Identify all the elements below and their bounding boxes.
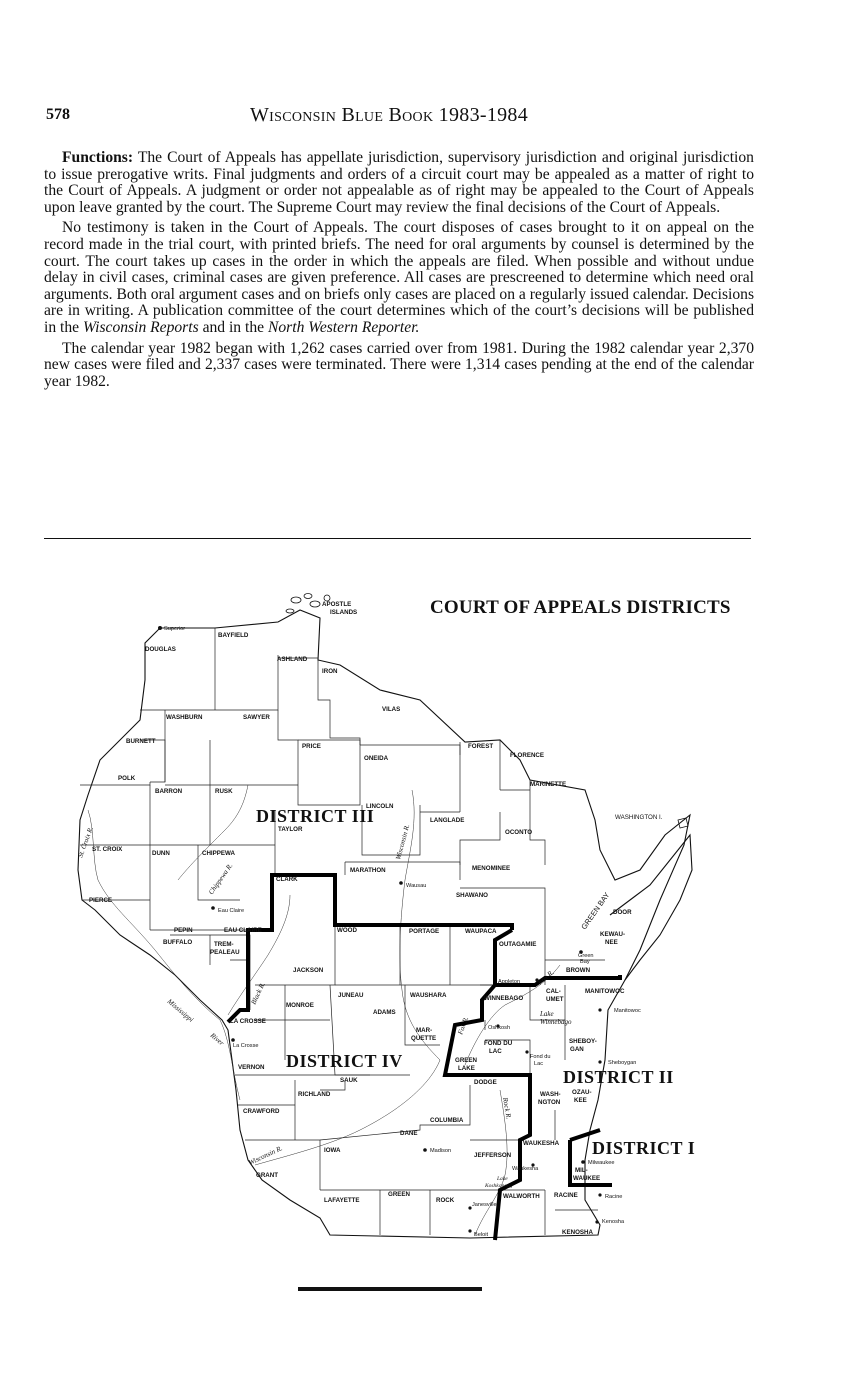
county-trempealeau-1: TREM- xyxy=(214,941,234,948)
washington-island-label: WASHINGTON I. xyxy=(615,814,663,821)
county-buffalo: BUFFALO xyxy=(163,939,193,946)
county-adams: ADAMS xyxy=(373,1009,396,1016)
footer-rule xyxy=(298,1287,482,1291)
county-outagamie: OUTAGAMIE xyxy=(499,941,537,948)
county-fond-du-lac-1: FOND DU xyxy=(484,1040,513,1047)
county-door: DOOR xyxy=(613,909,632,916)
county-jackson: JACKSON xyxy=(293,967,324,974)
paragraph-functions xyxy=(44,150,754,216)
county-langlade: LANGLADE xyxy=(430,817,465,824)
county-sheboygan-1: SHEBOY- xyxy=(569,1038,597,1045)
county-pepin: PEPIN xyxy=(174,927,193,934)
county-labels xyxy=(89,632,632,1236)
county-st-croix: ST. CROIX xyxy=(92,846,123,853)
running-head: Wisconsin Blue Book 1983-1984 xyxy=(250,104,529,126)
apostle-label-1: APOSTLE xyxy=(322,601,352,608)
city-fond-du-lac-1: Fond du xyxy=(530,1054,551,1060)
fox-river-north-label: Fox R. xyxy=(536,968,556,987)
county-green-lake-1: GREEN xyxy=(455,1057,478,1064)
city-sheboygan: Sheboygan xyxy=(608,1060,637,1066)
county-washburn: WASHBURN xyxy=(166,714,203,721)
county-price: PRICE xyxy=(302,743,321,750)
county-fond-du-lac-2: LAC xyxy=(489,1048,502,1055)
county-racine: RACINE xyxy=(554,1192,578,1199)
county-jefferson: JEFFERSON xyxy=(474,1152,512,1159)
county-bayfield: BAYFIELD xyxy=(218,632,249,639)
county-pierce: PIERCE xyxy=(89,897,113,904)
county-milwaukee-1: MIL- xyxy=(575,1167,588,1174)
boundary-iii-ii xyxy=(495,930,620,985)
county-lincoln: LINCOLN xyxy=(366,803,394,810)
county-calumet-2: UMET xyxy=(546,996,564,1003)
county-ozaukee-1: OZAU- xyxy=(572,1089,592,1096)
city-la-crosse: La Crosse xyxy=(233,1043,259,1049)
county-milwaukee-2: WAUKEE xyxy=(573,1175,601,1182)
city-waukesha: Waukesha xyxy=(512,1166,539,1172)
county-brown: BROWN xyxy=(566,967,591,974)
county-dunn: DUNN xyxy=(152,850,170,857)
county-menominee: MENOMINEE xyxy=(472,865,511,872)
st-croix-river-label: St. Croix R. xyxy=(76,825,95,859)
county-marquette-2: QUETTE xyxy=(411,1035,437,1042)
city-madison: Madison xyxy=(430,1148,452,1154)
wisconsin-reports: Wisconsin Reports xyxy=(83,318,199,336)
county-waupaca: WAUPACA xyxy=(465,928,497,935)
paragraph-1-text: The Court of Appeals has appellate jurisdiction, supervisory jurisdiction and original jurisdiction to issue prerogative writs. Final judgments and orders of a circuit court may be appealed as a matter of right to the Court of Appeals. A judgment or order not appealable as of right may be appealed to the Court of Appeals upon leave granted by the court. The Supreme Court may review the final decisions of the Court of Appeals. xyxy=(44,149,754,216)
mississippi-label-1: Mississippi xyxy=(165,997,195,1024)
county-oneida: ONEIDA xyxy=(364,755,389,762)
county-ozaukee-2: KEE xyxy=(574,1097,587,1104)
county-vernon: VERNON xyxy=(238,1064,265,1071)
city-beloit: Beloit xyxy=(474,1232,488,1238)
city-kenosha: Kenosha xyxy=(602,1219,625,1225)
county-chippewa: CHIPPEWA xyxy=(202,850,236,857)
county-barron: BARRON xyxy=(155,788,183,795)
city-oshkosh: Oshkosh xyxy=(488,1025,511,1031)
county-winnebago: WINNEBAGO xyxy=(484,995,524,1002)
county-florence: FLORENCE xyxy=(510,752,545,759)
county-portage: PORTAGE xyxy=(409,928,440,935)
fox-river-south-label: Fox R. xyxy=(456,1015,471,1036)
county-wood: WOOD xyxy=(337,927,357,934)
county-iron: IRON xyxy=(322,668,338,675)
county-sawyer: SAWYER xyxy=(243,714,270,721)
county-columbia: COLUMBIA xyxy=(430,1117,464,1124)
apostle-label-2: ISLANDS xyxy=(330,609,358,616)
county-green-lake-2: LAKE xyxy=(458,1065,475,1072)
mississippi-label-2: River xyxy=(208,1031,226,1048)
black-river-label: Black R. xyxy=(249,980,267,1006)
county-forest: FOREST xyxy=(468,743,494,750)
county-green: GREEN xyxy=(388,1191,411,1198)
county-marquette-1: MAR- xyxy=(416,1027,433,1034)
county-eau-claire: EAU CLAIRE xyxy=(224,927,262,934)
city-appleton: Appleton xyxy=(498,979,521,985)
county-kewaunee-1: KEWAU- xyxy=(600,931,626,938)
chippewa-river-label: Chippewa R. xyxy=(207,861,235,897)
north-western-reporter: North Western Reporter. xyxy=(267,318,420,336)
county-kewaunee-2: NEE xyxy=(605,939,618,946)
lake-koshkonong-label-2: Koshkonong xyxy=(485,1183,513,1189)
county-sauk: SAUK xyxy=(340,1077,358,1084)
county-marinette: MARINETTE xyxy=(530,781,567,788)
city-eau-claire: Eau Claire xyxy=(218,908,245,914)
city-green-bay-2: Bay xyxy=(580,959,590,965)
green-bay-water-label: GREEN BAY xyxy=(579,890,612,932)
wisconsin-river-north-label: Wisconsin R. xyxy=(394,823,412,861)
county-marathon: MARATHON xyxy=(350,867,386,874)
city-superior: Superior xyxy=(164,626,186,632)
county-sheboygan-2: GAN xyxy=(570,1046,584,1053)
lake-winnebago-label-2: Winnebago xyxy=(540,1018,572,1026)
city-racine: Racine xyxy=(605,1194,623,1200)
county-trempealeau-2: PEALEAU xyxy=(210,949,240,956)
city-milwaukee: Milwaukee xyxy=(588,1160,615,1166)
wisconsin-district-map xyxy=(60,585,760,1245)
city-janesville: Janesville xyxy=(472,1202,497,1208)
county-ashland: ASHLAND xyxy=(277,656,308,663)
county-rock: ROCK xyxy=(436,1197,455,1204)
county-taylor: TAYLOR xyxy=(278,826,303,833)
county-iowa: IOWA xyxy=(324,1147,341,1154)
county-clark: CLARK xyxy=(276,876,298,883)
paragraph-2-text: No testimony is taken in the Court of Appeals. The court disposes of cases brought to it on appeal on the record made in the trial court, with printed briefs. The need for oral arguments by counsel is determined by the court. The court takes up cases in the order in which the appeals are filed. When possible and without undue delay in civil cases, criminal cases are given preference. All cases are prescreened to determine which need oral arguments. Both oral argument cases and on briefs only cases are placed on a regularly issued calendar. Decisions are in writing. A publication committee of the court determines which of the court’s decisions will be published in the xyxy=(44,219,755,336)
county-oconto: OCONTO xyxy=(505,829,533,836)
district-ii-label: DISTRICT II xyxy=(563,1067,674,1087)
body-text xyxy=(44,150,754,394)
county-kenosha: KENOSHA xyxy=(562,1229,593,1236)
district-iv-label: DISTRICT IV xyxy=(286,1051,403,1071)
county-la-crosse: LA CROSSE xyxy=(230,1018,266,1025)
paragraph-procedure xyxy=(44,220,754,336)
district-i-label: DISTRICT I xyxy=(592,1138,696,1158)
county-richland: RICHLAND xyxy=(298,1091,331,1098)
map-title: COURT OF APPEALS DISTRICTS xyxy=(430,597,731,618)
county-monroe: MONROE xyxy=(286,1002,314,1009)
county-polk: POLK xyxy=(118,775,136,782)
county-dane: DANE xyxy=(400,1130,418,1137)
county-juneau: JUNEAU xyxy=(338,992,364,999)
county-lafayette: LAFAYETTE xyxy=(324,1197,360,1204)
city-wausau: Wausau xyxy=(406,883,427,889)
county-manitowoc: MANITOWOC xyxy=(585,988,625,995)
door-peninsula xyxy=(610,835,692,980)
county-calumet-1: CAL- xyxy=(546,988,561,995)
county-vilas: VILAS xyxy=(382,706,401,713)
county-grant: GRANT xyxy=(256,1172,278,1179)
page-number: 578 xyxy=(46,106,70,123)
county-washington-2: NGTON xyxy=(538,1099,561,1106)
county-douglas: DOUGLAS xyxy=(145,646,176,653)
paragraph-caseload: The calendar year 1982 began with 1,262 cases carried over from 1981. During the 1982 calendar year 2,370 new cases were filed and 2,337 cases were terminated. There were 1,314 cases pending at the end of the calendar year 1982. xyxy=(44,339,754,390)
city-green-bay-1: Green xyxy=(578,953,594,959)
district-iii-label: DISTRICT III xyxy=(256,806,375,826)
county-crawford: CRAWFORD xyxy=(243,1108,280,1115)
lake-winnebago-label-1: Lake xyxy=(540,1010,554,1018)
county-rusk: RUSK xyxy=(215,788,233,795)
county-waushara: WAUSHARA xyxy=(410,992,447,999)
city-manitowoc: Manitowoc xyxy=(614,1008,641,1014)
county-walworth: WALWORTH xyxy=(503,1193,540,1200)
county-dodge: DODGE xyxy=(474,1079,497,1086)
paragraph-2-and: and in the xyxy=(202,318,265,336)
wisconsin-river-south-label: Wisconsin R. xyxy=(247,1144,284,1167)
functions-label: Functions: xyxy=(62,149,134,166)
county-burnett: BURNETT xyxy=(126,738,156,745)
county-washington-1: WASH- xyxy=(540,1091,561,1098)
lake-koshkonong-label-1: Lake xyxy=(497,1176,508,1182)
rock-river-label: Rock R. xyxy=(501,1096,513,1120)
county-shawano: SHAWANO xyxy=(456,892,488,899)
county-waukesha: WAUKESHA xyxy=(523,1140,560,1147)
city-fond-du-lac-2: Lac xyxy=(534,1061,544,1067)
horizontal-rule xyxy=(44,538,751,539)
